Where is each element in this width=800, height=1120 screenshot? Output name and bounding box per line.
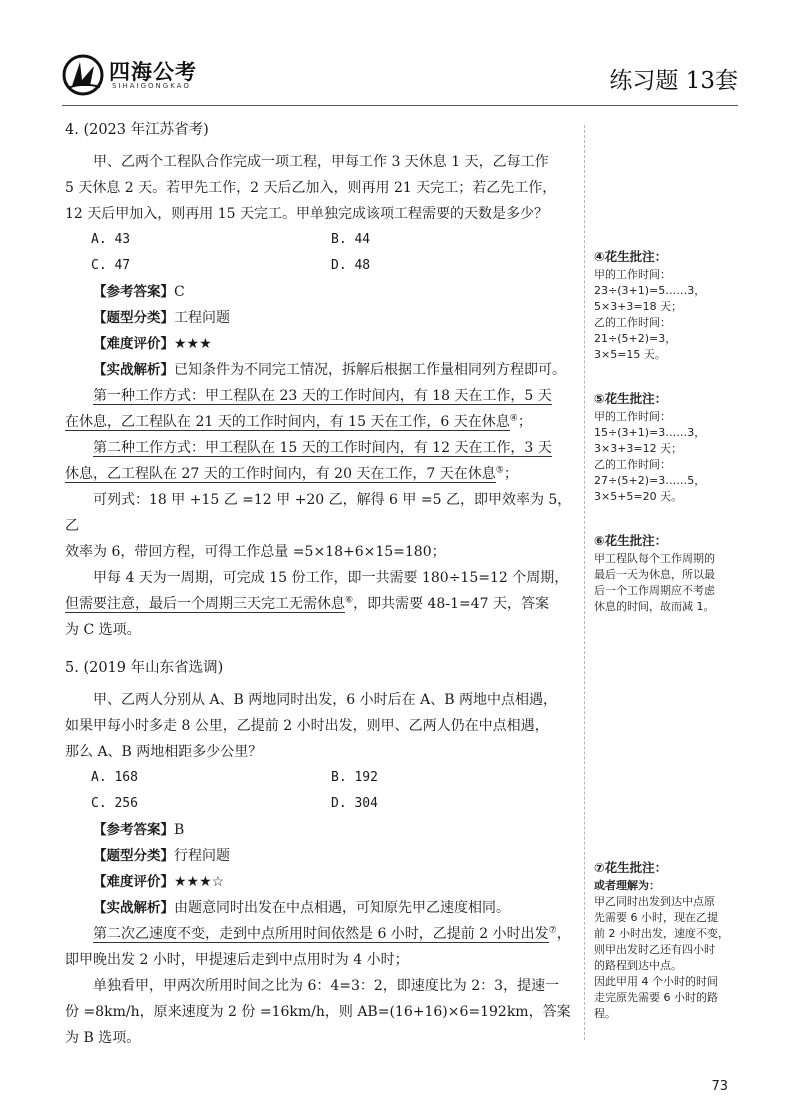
analysis-label: 【实战解析】	[93, 362, 174, 378]
note-line: 的路程到达中点。	[594, 959, 682, 972]
note-line: 3×5+5=20 天。	[594, 490, 683, 503]
note-line: 5×3+3=18 天；	[594, 300, 683, 313]
note-line: 甲的工作时间：	[594, 410, 671, 423]
note-ref-4: ④	[509, 413, 518, 424]
cycle-line: 甲每 4 天为一周期，可完成 15 份工作，即一共需要 180÷15=12 个周期，	[93, 570, 569, 586]
note-line: 27÷(5+2)=3……5，	[594, 474, 706, 487]
options-row	[65, 765, 580, 791]
question-5	[65, 655, 580, 1051]
answer-row	[65, 817, 580, 843]
margin-divider	[584, 125, 585, 1040]
note-line: 休息的时间，故而减 1。	[594, 600, 715, 613]
note-title: ⑤花生批注：	[594, 391, 668, 406]
page-number: 73	[711, 1079, 728, 1094]
note-line: 则甲出发时乙还有四小时	[594, 943, 715, 956]
underlined-text: 第二次乙速度不变，走到中点所用时间依然是 6 小时，乙提前 2 小时出发	[93, 926, 549, 942]
note-line: 乙的工作时间：	[594, 316, 671, 329]
note-ref-5: ⑤	[495, 465, 504, 476]
underlined-text: 休息，乙工程队在 27 天的工作时间内，有 20 天在工作，7 天在休息	[65, 466, 496, 482]
note-line: 因此甲用 4 个小时的时间	[594, 975, 718, 988]
logo-subtext: SIHAIGONGKAO	[112, 82, 191, 90]
note-line: 23÷(3+1)=5……3，	[594, 284, 706, 297]
analysis-label: 【实战解析】	[93, 900, 174, 916]
note-subtitle: 或者理解为：	[594, 879, 660, 892]
answer-label: 【参考答案】	[93, 822, 174, 838]
final-line: 单独看甲，甲两次所用时间之比为 6：4=3：2，即速度比为 2：3，提速一	[93, 978, 560, 994]
note-line: 甲的工作时间：	[594, 268, 671, 281]
difficulty-label: 【难度评价】	[93, 874, 174, 890]
punctuation: ；	[517, 414, 532, 430]
note-line: 3×5=15 天。	[594, 348, 666, 361]
underlined-text: 第一种工作方式：甲工程队在 23 天的工作时间内，有 18 天在工作，5 天	[93, 388, 552, 404]
logo	[62, 54, 252, 98]
equation-line: 可列式：18 甲 +15 乙 =12 甲 +20 乙，解得 6 甲 =5 乙，即甲效率为 5，乙	[65, 492, 572, 534]
option-c: C. 47	[91, 258, 131, 273]
difficulty-stars: ★★★	[174, 336, 212, 352]
option-a: A. 168	[91, 770, 138, 785]
analysis-intro: 已知条件为不同完工情况，拆解后根据工作量相同列方程即可。	[174, 362, 566, 378]
type-row	[65, 843, 580, 869]
logo-mark-icon	[62, 54, 104, 96]
underlined-text: 但需要注意，最后一个周期三天完工无需休息	[65, 596, 345, 612]
type-label: 【题型分类】	[93, 848, 174, 864]
question-stem: 12 天后甲加入，则再用 15 天完工。甲单独完成该项工程需要的天数是多少？	[65, 206, 548, 222]
difficulty-row	[65, 331, 580, 357]
option-d: D. 304	[331, 796, 378, 811]
final-line: 份 =8km/h，原来速度为 2 份 =16km/h，则 AB=(16+16)×6=192km，答案为 B 选项。	[65, 1004, 571, 1046]
question-heading: 4. (2023 年江苏省考)	[65, 122, 209, 138]
punctuation: ，	[556, 926, 571, 942]
type-value: 工程问题	[174, 310, 230, 326]
type-label: 【题型分类】	[93, 310, 174, 326]
analysis-line	[65, 921, 580, 947]
page-title: 练习题 13套	[609, 68, 738, 94]
analysis-line: 即甲晚出发 2 小时，甲提速后走到中点用时为 4 小时；	[65, 952, 409, 968]
note-line: 甲乙同时出发到达中点原	[594, 895, 715, 908]
side-note-6	[594, 533, 744, 615]
difficulty-label: 【难度评价】	[93, 336, 174, 352]
answer-value: C	[174, 284, 185, 300]
underlined-text: 第二种工作方式：甲工程队在 15 天的工作时间内，有 12 天在工作，3 天	[93, 440, 552, 456]
punctuation: ；	[503, 466, 518, 482]
options-row	[65, 227, 580, 253]
analysis-row	[65, 357, 580, 383]
note-line: 21÷(5+2)=3，	[594, 332, 677, 345]
note-ref-7: ⑦	[548, 925, 557, 936]
option-a: A. 43	[91, 232, 131, 247]
cycle-line	[65, 591, 580, 617]
option-b: B. 44	[331, 232, 371, 247]
cycle-tail: ，即共需要 48-1=47 天，答案	[353, 596, 549, 612]
question-4	[65, 117, 580, 643]
note-line: 前 2 小时出发，速度不变，	[594, 927, 729, 940]
question-stem: 那么 A、B 两地相距多少公里？	[65, 744, 263, 760]
options-row	[65, 791, 580, 817]
analysis-line	[65, 409, 580, 435]
question-stem: 甲、乙两人分别从 A、B 两地同时出发，6 小时后在 A、B 两地中点相遇，	[93, 692, 557, 708]
answer-row	[65, 279, 580, 305]
analysis-intro: 由题意同时出发在中点相遇，可知原先甲乙速度相同。	[174, 900, 510, 916]
note-line: 程。	[594, 1007, 616, 1020]
note-line: 最后一天为休息，所以最	[594, 568, 715, 581]
side-note-4	[594, 249, 744, 363]
note-line: 3×3+3=12 天；	[594, 442, 683, 455]
option-d: D. 48	[331, 258, 371, 273]
cycle-line: 为 C 选项。	[65, 622, 141, 638]
side-note-5	[594, 391, 744, 505]
analysis-line	[65, 383, 580, 409]
header-divider	[62, 105, 738, 106]
equation-line: 效率为 6，带回方程，可得工作总量 =5×18+6×15=180；	[65, 544, 446, 560]
difficulty-stars: ★★★☆	[174, 874, 225, 890]
note-line: 15÷(3+1)=3……3，	[594, 426, 706, 439]
note-title: ④花生批注：	[594, 249, 668, 264]
note-line: 乙的工作时间：	[594, 458, 671, 471]
analysis-line	[65, 435, 580, 461]
question-stem: 甲、乙两个工程队合作完成一项工程，甲每工作 3 天休息 1 天，乙每工作	[93, 154, 549, 170]
type-value: 行程问题	[174, 848, 230, 864]
options-row	[65, 253, 580, 279]
note-line: 后一个工作周期应不考虑	[594, 584, 715, 597]
logo-text: 四海公考	[109, 60, 197, 84]
option-c: C. 256	[91, 796, 138, 811]
note-line: 先需要 6 小时，现在乙提	[594, 911, 718, 924]
question-heading: 5. (2019 年山东省选调)	[65, 660, 224, 676]
question-stem: 5 天休息 2 天。若甲先工作，2 天后乙加入，则再用 21 天完工；若乙先工作，	[65, 180, 557, 196]
note-title: ⑥花生批注：	[594, 533, 668, 548]
answer-label: 【参考答案】	[93, 284, 174, 300]
question-stem: 如果甲每小时多走 8 公里，乙提前 2 小时出发，则甲、乙两人仍在中点相遇，	[65, 718, 549, 734]
note-title: ⑦花生批注：	[594, 860, 668, 875]
type-row	[65, 305, 580, 331]
underlined-text: 在休息，乙工程队在 21 天的工作时间内，有 15 天在工作，6 天在休息	[65, 414, 510, 430]
side-note-7	[594, 860, 744, 1022]
analysis-row	[65, 895, 580, 921]
note-line: 甲工程队每个工作周期的	[594, 552, 715, 565]
analysis-line	[65, 461, 580, 487]
note-ref-6: ⑥	[345, 595, 354, 606]
answer-value: B	[174, 822, 185, 838]
option-b: B. 192	[331, 770, 378, 785]
note-line: 走完原先需要 6 小时的路	[594, 991, 718, 1004]
difficulty-row	[65, 869, 580, 895]
